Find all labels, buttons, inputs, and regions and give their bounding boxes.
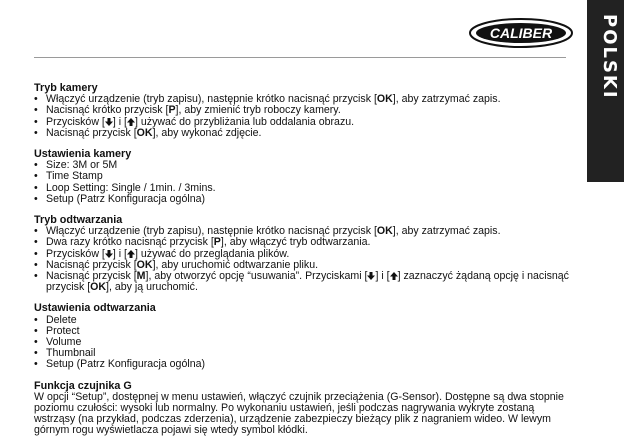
arrow-up-icon: [390, 272, 398, 280]
list-item: • Time Stamp: [34, 171, 578, 182]
header-divider: [34, 57, 566, 58]
playback-settings-section: [34, 303, 578, 370]
list-item: • Dwa razy krótko nacisnąć przycisk [P], aby włączyć tryb odtwarzania.: [34, 237, 578, 248]
language-tab: [587, 0, 624, 182]
list-item: • Włączyć urządzenie (tryb zapisu), następnie krótko nacisnąć przycisk [OK], aby zatrzymać zapis.: [34, 226, 578, 237]
camera-settings-section: [34, 149, 578, 205]
caliber-logo: [468, 17, 574, 49]
list-item: • Nacisnąć krótko przycisk [P], aby zmienić tryb roboczy kamery.: [34, 105, 578, 116]
gsensor-section: [34, 381, 578, 437]
playback-settings-title: Ustawienia odtwarzania: [34, 302, 156, 315]
list-item: • Volume: [34, 337, 578, 348]
arrow-up-icon: [127, 250, 135, 258]
list-item: • Setup (Patrz Konfiguracja ogólna): [34, 359, 578, 370]
list-item: • Włączyć urządzenie (tryb zapisu), następnie krótko nacisnąć przycisk [OK], aby zatrzymać zapis.: [34, 94, 578, 105]
arrow-down-icon: [367, 272, 375, 280]
list-item: • Thumbnail: [34, 348, 578, 359]
list-item: • Size: 3M or 5M: [34, 160, 578, 171]
list-item: • Przycisków [ ] i [ ] używać do przybliżania lub oddalania obrazu.: [34, 117, 578, 128]
playback-mode-title: Tryb odtwarzania: [34, 214, 123, 227]
logo-text: CALIBER: [489, 25, 553, 41]
gsensor-title: Funkcja czujnika G: [34, 379, 132, 392]
camera-mode-title: Tryb kamery: [34, 82, 98, 94]
camera-settings-title: Ustawienia kamery: [34, 148, 132, 161]
list-item: • Nacisnąć przycisk [OK], aby wykonać zdjęcie.: [34, 128, 578, 139]
arrow-down-icon: [105, 118, 113, 126]
arrow-down-icon: [105, 250, 113, 258]
arrow-up-icon: [127, 118, 135, 126]
playback-mode-section: [34, 215, 578, 293]
list-item: • Setup (Patrz Konfiguracja ogólna): [34, 194, 578, 205]
list-item: • Nacisnąć przycisk [OK], aby uruchomić odtwarzanie pliku.: [34, 260, 578, 271]
manual-content: [34, 83, 578, 447]
gsensor-paragraph: W opcji “Setup”, dostępnej w menu ustawień, włączyć czujnik przeciążenia (G-Sensor). Dostępne są dwa stopnie poziomu czułości: wysoki lub normalny. Po wykonaniu ustawień, jeśli podczas nagrywania wykryte zostaną wstrząsy (na przykład, podczas zderzenia), urządzenie zabezpieczy bieżący plik z nagraniem wideo. W lewym górnym rogu wyświetlacza pojawi się wtedy symbol kłódki.: [34, 390, 564, 437]
language-label: POLSKI: [599, 14, 620, 100]
camera-mode-section: [34, 83, 578, 139]
list-item: • Protect: [34, 326, 578, 337]
list-item: • Przycisków [ ] i [ ] używać do przeglądania plików.: [34, 249, 578, 260]
list-item: • Loop Setting: Single / 1min. / 3mins.: [34, 183, 578, 194]
list-item: • Delete: [34, 315, 578, 326]
list-item: • Nacisnąć przycisk [M], aby otworzyć opcję “usuwania”. Przyciskami [ ] i [ ] zaznaczyć żądaną opcję i nacisnąć przycisk [OK], aby ją uruchomić.: [34, 271, 578, 293]
